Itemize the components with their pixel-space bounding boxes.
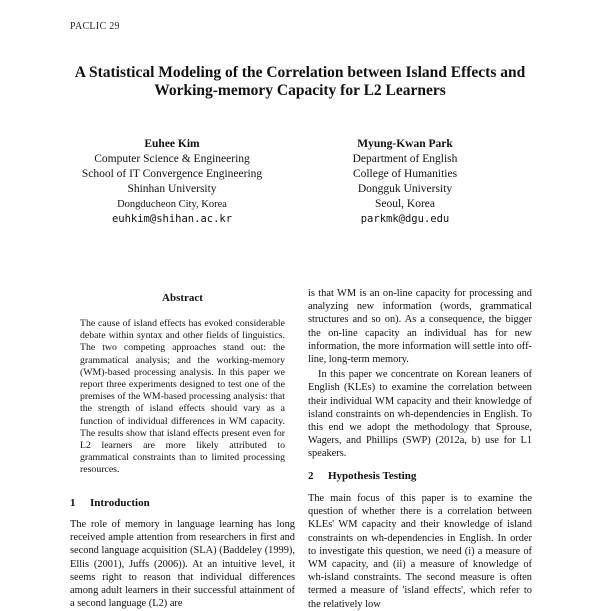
abstract-heading: Abstract	[162, 292, 203, 304]
paragraph: In this paper we concentrate on Korean leaners of English (KLEs) to examine the correlation between their individual WM capacity and their knowledge of island constraints on wh-dependencies in English. To this end we adopt the methodology that Sprouse, Wagers, and Phillips (SWP) (2012a, b) use for L1 speakers.	[308, 369, 532, 460]
section-title: Introduction	[90, 497, 150, 509]
paper-title	[40, 64, 560, 100]
section-title: Hypothesis Testing	[328, 470, 417, 482]
section-number: 2	[308, 470, 314, 482]
author-email[interactable]: euhkim@shihan.ac.kr	[111, 213, 233, 225]
section-number: 1	[70, 497, 76, 509]
section-2-text: The main focus of this paper is to examine the question of whether there is a correlation between KLEs' WM capacity and their knowledge of island constraints on wh-dependencies in English. In order to investigate this question, we need (i) a measure of WM capacity, and (ii) a measure of knowledge of wh-island constraints. The second measure is often termed a measure of 'island effects', which refer to the relatively low	[308, 493, 532, 610]
author-affiliation: Department of English	[352, 153, 458, 165]
title-line-1: A Statistical Modeling of the Correlation between Island Effects and	[74, 64, 526, 81]
author-name: Myung-Kwan Park	[357, 138, 453, 150]
abstract-text: The cause of island effects has evoked considerable debate within syntax and other fields of linguistics. The two competing approaches stand out: the grammatical analysis; and the working-memory (WM)-based processing analysis. In this paper we report three experiments designed to test one of the premises of the WM-based processing analysis: that the strength of island effects should vary as a function of individual differences in WM capacity. The results show that island effects present even for L2 learners are more likely attributed to grammatical constraints than to limited processing resources.	[80, 318, 285, 476]
section-1-heading	[70, 497, 295, 509]
paragraph: is that WM is an on-line capacity for processing and analyzing new information (words, grammatical structures and so on). As a consequence, the bigger the on-line capacity an individual has for new information, the more information will settle into off-line, long-term memory.	[308, 288, 532, 366]
author-name: Euhee Kim	[144, 138, 200, 150]
author-affiliation: Shinhan University	[127, 183, 217, 195]
author-affiliation: College of Humanities	[352, 168, 458, 180]
author-affiliation: Dongguk University	[357, 183, 453, 195]
section-2-heading	[308, 470, 532, 482]
author-block-2	[285, 137, 525, 227]
author-email[interactable]: parkmk@dgu.edu	[360, 213, 450, 225]
title-line-2: Working-memory Capacity for L2 Learners	[154, 82, 446, 99]
author-affiliation: Computer Science & Engineering	[94, 153, 250, 165]
author-block-1	[52, 137, 292, 227]
author-location: Dongducheon City, Korea	[117, 199, 227, 210]
author-location: Seoul, Korea	[374, 198, 436, 210]
right-column-text	[308, 287, 532, 461]
section-1-text: The role of memory in language learning has long received ample attention from researchers in first and second language acquisition (SLA) (Baddeley (1999), Ellis (2001), Juffs (2006)). At an intuitive level, it seems right to reason that individual differences among adult learners in their successful attainment of a second language (L2) are	[70, 519, 295, 610]
author-affiliation: School of IT Convergence Engineering	[81, 168, 263, 180]
header-label: PACLIC 29	[70, 21, 120, 32]
